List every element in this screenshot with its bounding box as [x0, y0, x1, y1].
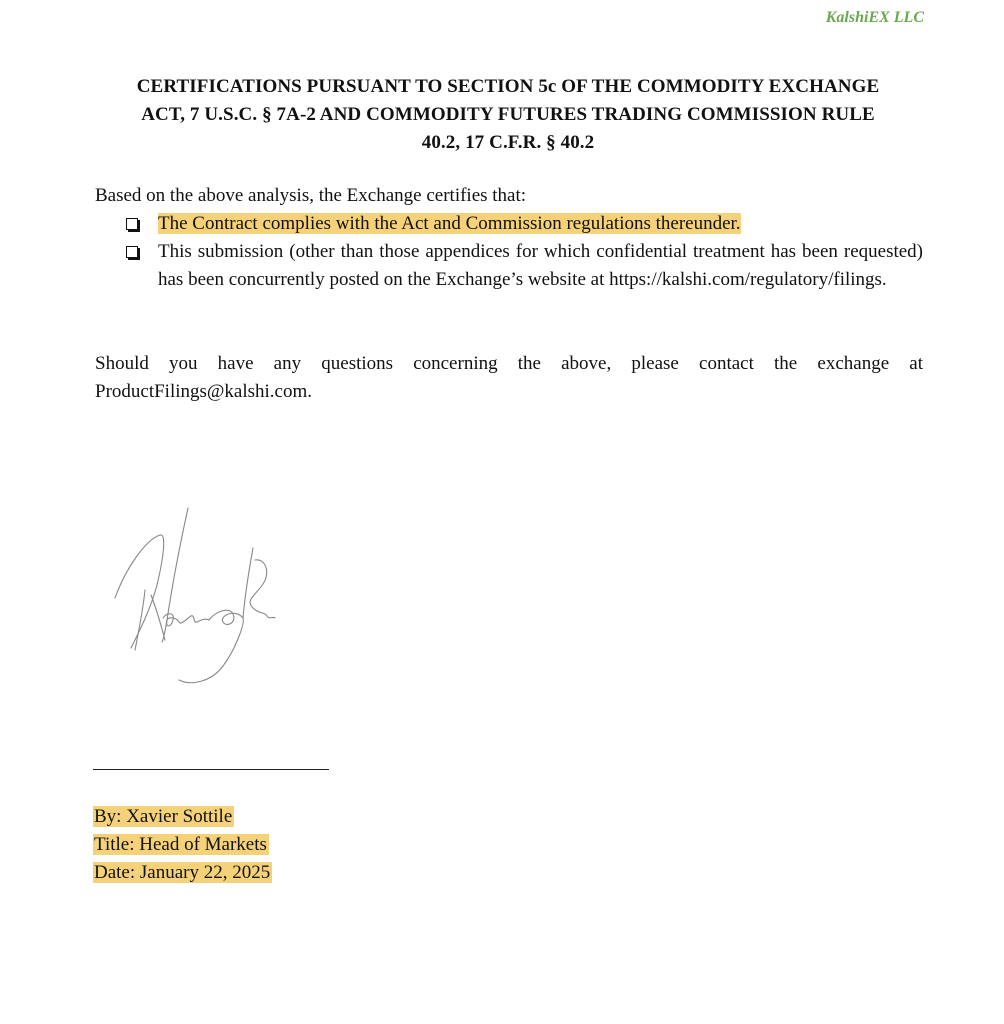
intro-paragraph: Based on the above analysis, the Exchange certifies that: [95, 185, 527, 206]
certification-list [126, 210, 923, 294]
signer-date: Date: January 22, 2025 [94, 862, 271, 883]
certification-text: The Contract complies with the Act and Commission regulations thereunder. [158, 213, 741, 234]
signer-title: Title: Head of Markets [94, 834, 267, 855]
title-line-2: ACT, 7 U.S.C. § 7A-2 AND COMMODITY FUTURES TRADING COMMISSION RULE [141, 104, 875, 125]
handwritten-signature-icon [105, 500, 285, 690]
signer-name: By: Xavier Sottile [94, 806, 233, 827]
signature-line [93, 769, 329, 770]
checkbox-bullet-icon [126, 218, 138, 230]
company-header: KalshiEX LLC [825, 9, 924, 26]
title-line-3: 40.2, 17 C.F.R. § 40.2 [421, 132, 595, 153]
checkbox-bullet-icon [126, 246, 138, 258]
certification-item [126, 210, 923, 238]
contact-paragraph: Should you have any questions concerning the above, please contact the exchange at ProductFilings@kalshi.com. [95, 353, 923, 402]
title-line-1: CERTIFICATIONS PURSUANT TO SECTION 5c OF THE COMMODITY EXCHANGE [136, 76, 880, 97]
certification-text: This submission (other than those appendices for which confidential treatment has been requested) has been concurrently posted on the Exchange’s website at https://kalshi.com/regulatory/filings. [158, 241, 923, 290]
document-title [92, 73, 924, 157]
signer-block [93, 803, 272, 887]
certification-item [126, 238, 923, 294]
